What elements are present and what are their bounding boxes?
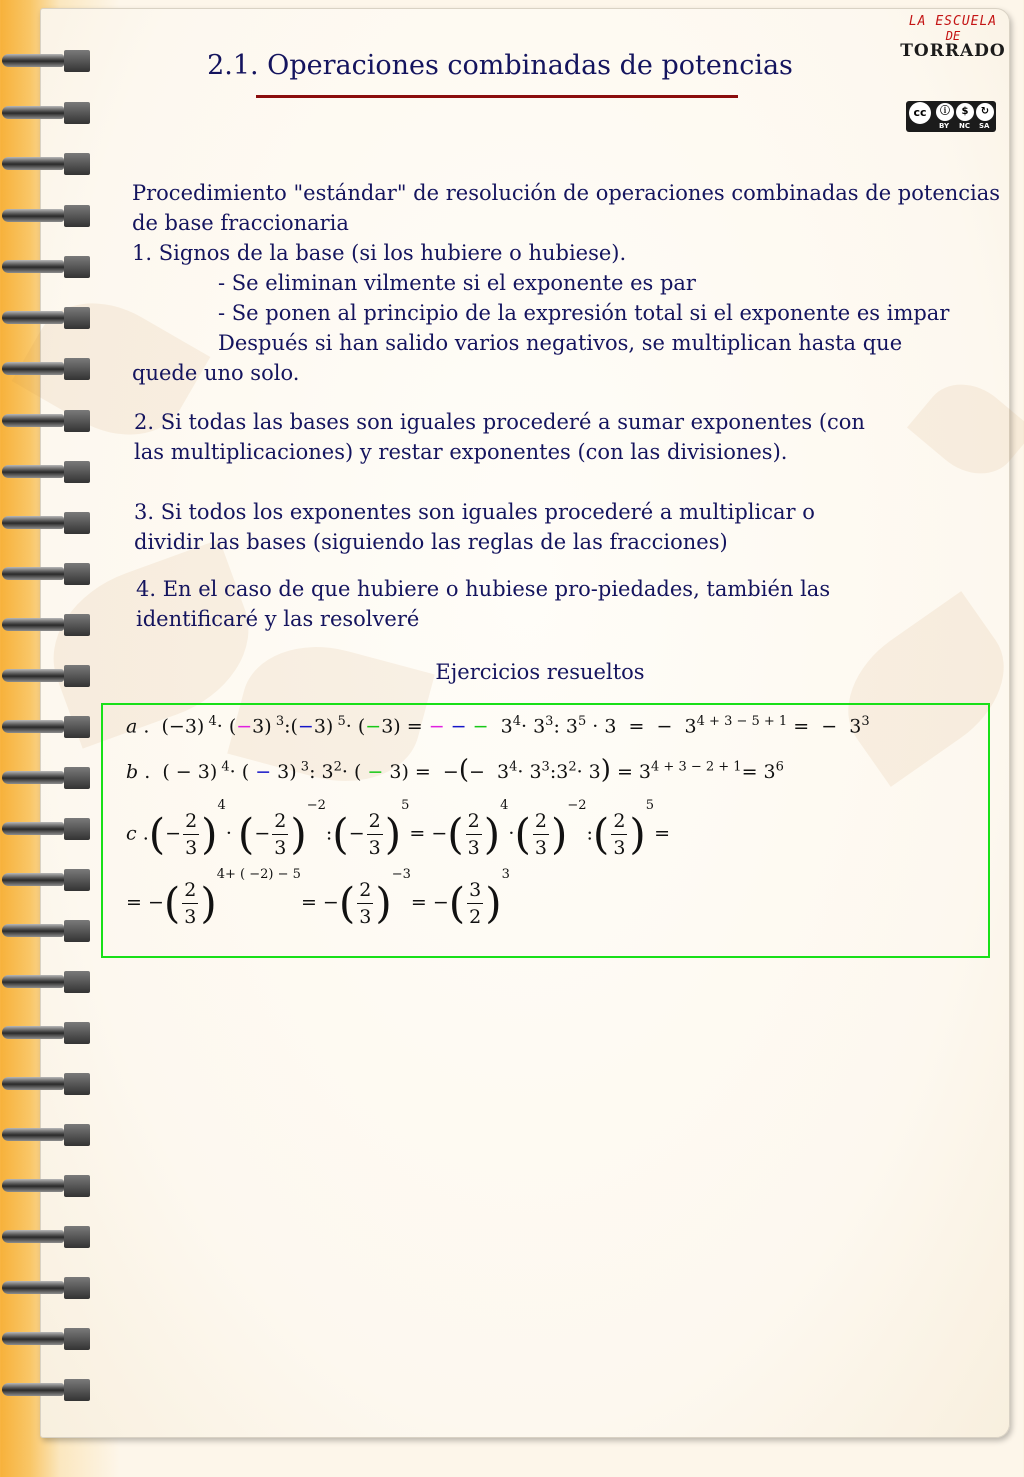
step-1: 1. Signos de la base (si los hubiere o hubiese). [132,241,627,265]
title-underline [256,95,738,98]
exercise-c-line-2: = −( $\frac{2}{3}$ )4+ ( −2) − 5= −( $\frac{2}{3}$ )−3= −( $\frac{3}{2}$ )3 [126,867,510,928]
exercises-title: Ejercicios resueltos [435,660,645,684]
exercise-c-line-1: c .(− $\frac{2}{3}$ )4· (− $\frac{2}{3}$ )−2:(− $\frac{2}{3}$ )5= −( $\frac{2}{3}$ )4·( $\frac{2}{3}$ )−2:( $\frac{2}{3}$ )5= [126,798,670,859]
logo-line-2: DE [945,29,961,43]
spiral-binding [0,0,100,1477]
step-4a: 4. En el caso de que hubiere o hubiese pro-piedades, también las [136,577,831,601]
step-3b: dividir las bases (siguiendo las reglas de las fracciones) [134,530,728,554]
person-icon: ⓘ [936,103,954,121]
cc-icon: cc [909,102,931,124]
logo-line-1: LA ESCUELA [908,14,998,29]
step-1d: quede uno solo. [132,361,300,385]
step-2b: las multiplicaciones) y restar exponentes (con las divisiones). [134,440,788,464]
no-dollar-icon: $ [956,103,974,121]
intro-line-1: Procedimiento "estándar" de resolución de operaciones combinadas de potencias [132,181,1001,205]
step-1a: - Se eliminan vilmente si el exponente es par [218,271,696,295]
step-4b: identificaré y las resolveré [136,607,420,631]
school-logo [898,14,1008,61]
step-1b: - Se ponen al principio de la expresión total si el exponente es impar [218,301,950,325]
step-2a: 2. Si todas las bases son iguales procederé a sumar exponentes (con [134,410,865,434]
share-alike-icon: ↻ [976,103,994,121]
license-sa: SA [979,122,990,130]
exercise-a: a . (−3) $^4$· (−3) $^3$:(−3) $^5$· (−3) = − − − $3^4\cdot 3^3$: $3^5 \cdot 3$ = − $3^{4 + 3 - 5 + 1}$ = − $3^3$ [126,714,870,738]
license-nc: NC [959,122,970,130]
license-by: BY [939,122,950,130]
step-3a: 3. Si todos los exponentes son iguales procederé a multiplicar o [134,500,815,524]
page-title: 2.1. Operaciones combinadas de potencias [207,50,793,81]
intro-line-2: de base fraccionaria [132,211,349,235]
step-1c: Después si han salido varios negativos, se multiplican hasta que [218,331,903,355]
creative-commons-badge [906,101,996,132]
logo-line-3: TORRADO [900,41,1006,61]
exercise-b: b . ( − 3) $^4$· ( − 3) $^3$: $3^2\cdot$ ( − 3) = −(− $3^4\cdot$ $3^3:3^2\cdot 3) = 3^{4 + 3 - 2 + 1}= 3^6$ [126,755,784,785]
